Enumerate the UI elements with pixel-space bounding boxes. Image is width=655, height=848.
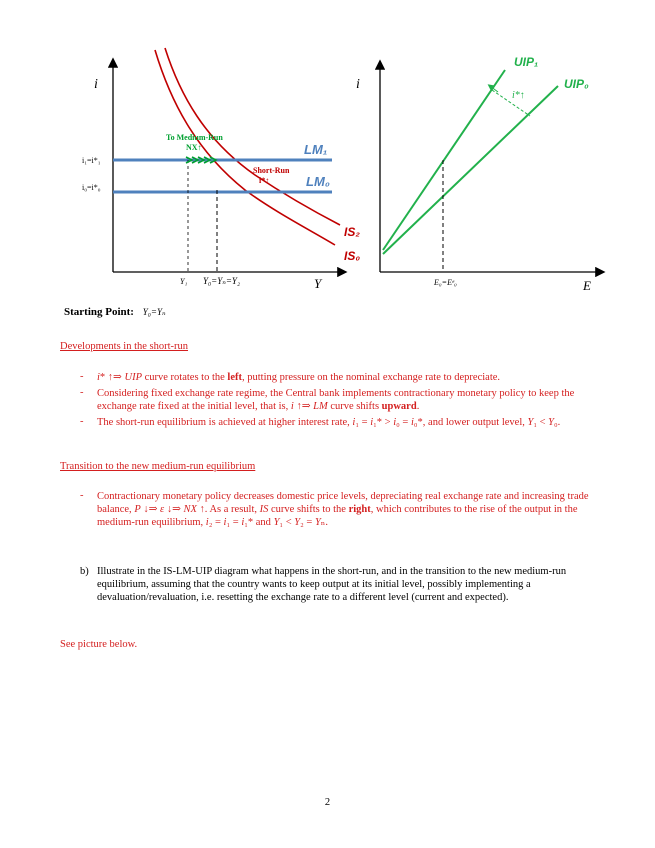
question-b-marker: b) bbox=[80, 566, 89, 577]
short-run-heading: Developments in the short-run bbox=[60, 341, 189, 352]
starting-point-value: Y₀=Yₙ bbox=[142, 307, 166, 317]
uip0-label: UIP₀ bbox=[564, 77, 589, 91]
starting-point-label: Starting Point: bbox=[64, 306, 134, 318]
short-run-bullet-2: Considering fixed exchange rate regime, the Central bank implements contractionary monetary policy to keep the exchange rate fixed at the initial level, that is, i ↑⇒ LM curve shifts upward. bbox=[97, 388, 575, 412]
bullet-dash: - bbox=[80, 416, 84, 427]
istar-note: i*↑ bbox=[512, 90, 525, 101]
medium-run-bullet-1: Contractionary monetary policy decreases domestic price levels, depreciating real exchange rate and increasing trade balance, P ↓⇒ ε ↓⇒ NX ↑. As a result, IS curve shifts to the right, which contributes to the rise of the output in the medium-run equilibrium, i₂ = i₁ = i₁* and Y₁ < Y₂ = Yₙ. bbox=[97, 491, 589, 528]
y-axis-label: i bbox=[94, 77, 98, 92]
rate-label-i1: i₁=i*₁ bbox=[82, 156, 101, 165]
short-run-note-2: i*↑ bbox=[259, 176, 270, 185]
short-run-note-1: Short-Run bbox=[253, 166, 290, 175]
x-axis-label: Y bbox=[314, 276, 322, 291]
short-run-bullet-1: i* ↑⇒ UIP curve rotates to the left, putting pressure on the nominal exchange rate to depreciate. bbox=[97, 372, 501, 383]
page-number: 2 bbox=[324, 797, 331, 808]
x-axis-label: E bbox=[583, 278, 591, 293]
is2-label: IS₂ bbox=[344, 225, 360, 239]
short-run-bullet-3: The short-run equilibrium is achieved at higher interest rate, i₁ = i₁* > i₀ = i₀*, and lower output level, Y₁ < Y₀. bbox=[97, 417, 561, 428]
uip1-label: UIP₁ bbox=[514, 55, 539, 69]
uip-diagram bbox=[350, 40, 610, 300]
is-lm-diagram bbox=[60, 40, 361, 300]
uip1-line bbox=[383, 70, 505, 250]
question-b-text: Illustrate in the IS-LM-UIP diagram what happens in the short-run, and in the transition to the new medium-run equilibrium, assuming that the country wants to keep output at its initial level, possibly implementing a devaluation/revaluation, i.e. resetting the exchange rate to a different level (current and expected). bbox=[97, 566, 567, 603]
bullet-dash: - bbox=[80, 387, 84, 398]
is0-label: IS₀ bbox=[344, 249, 361, 263]
x-tick-e0: E₀=Eᵉ₀ bbox=[434, 278, 457, 287]
bullet-dash: - bbox=[80, 371, 84, 382]
lm0-label: LM₀ bbox=[306, 174, 330, 189]
medium-run-heading: Transition to the new medium-run equilibrium bbox=[60, 461, 256, 472]
rate-label-i0: i₀=i*₀ bbox=[82, 183, 101, 192]
bullet-dash: - bbox=[80, 490, 84, 501]
x-tick-y0: Y₀=Yₙ=Y₂ bbox=[203, 276, 241, 286]
uip0-line bbox=[383, 86, 558, 254]
starting-point bbox=[64, 306, 166, 319]
medium-run-note-2: NX↑ bbox=[186, 143, 202, 152]
x-tick-y1: Y₁ bbox=[180, 277, 188, 286]
see-picture-note: See picture below. bbox=[60, 639, 138, 650]
medium-run-note-1: To Medium-Run bbox=[166, 133, 223, 142]
lm1-label: LM₁ bbox=[304, 142, 328, 157]
y-axis-label: i bbox=[356, 77, 360, 92]
